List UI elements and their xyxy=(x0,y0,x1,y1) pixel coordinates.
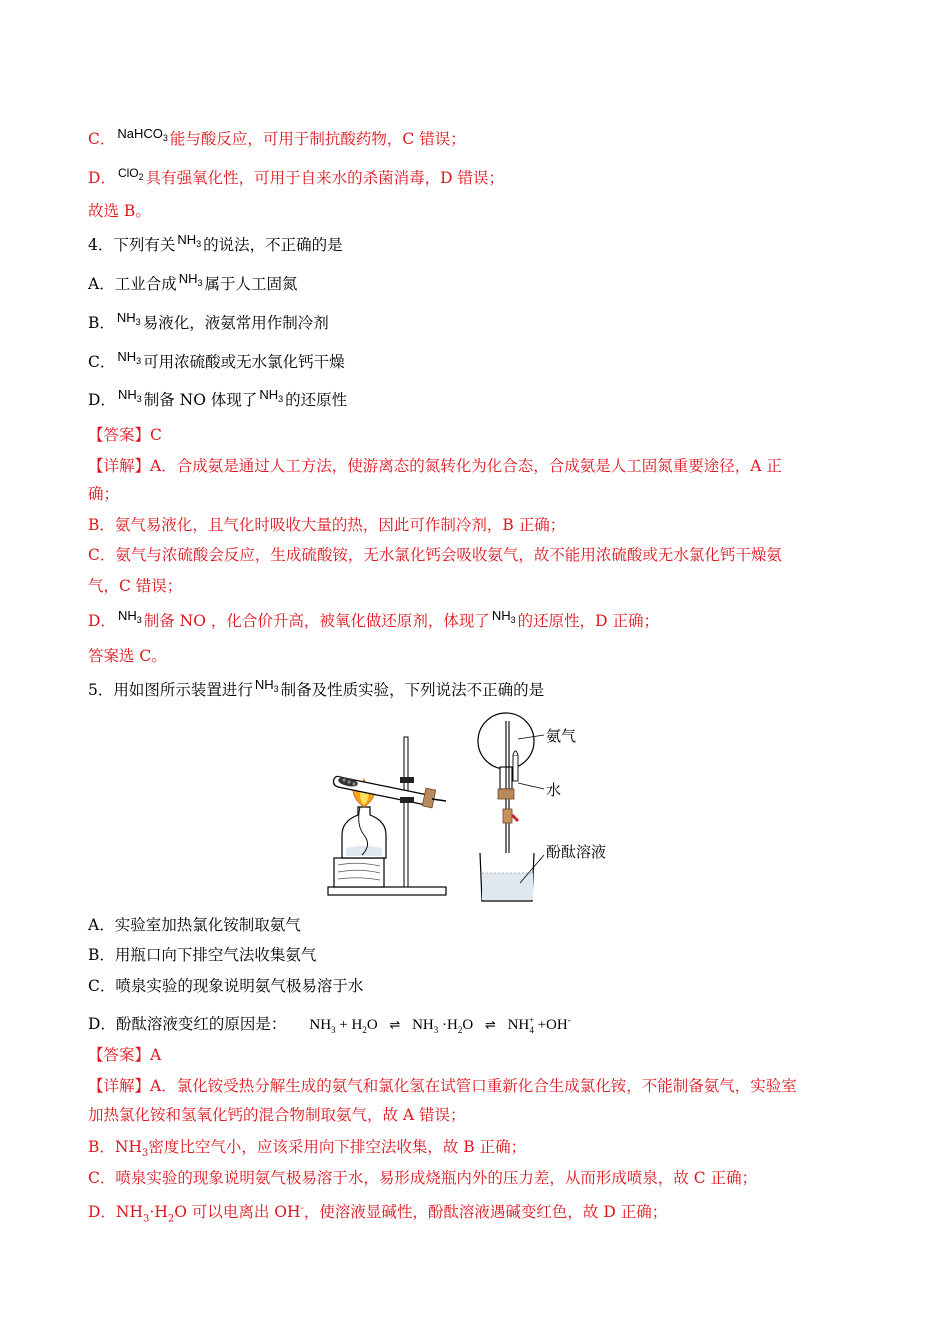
alcohol-lamp xyxy=(342,807,386,858)
answer-4: 【答案】C xyxy=(88,426,162,444)
detail-4-conclusion: 答案选 C。 xyxy=(88,647,167,665)
apparatus-figure xyxy=(320,705,640,905)
beaker xyxy=(480,853,534,901)
detail-5-a-cont: 加热氯化铵和氢氧化钙的混合物制取氨气，故 A 错误； xyxy=(88,1106,466,1124)
dropper xyxy=(513,751,518,781)
detail-4-a: 【详解】A．合成氨是通过人工方法，使游离态的氮转化为化合态，合成氨是人工固氮重要途径，A 正 xyxy=(88,457,782,475)
pinch-clip xyxy=(503,809,518,823)
detail-4-d: D． $^{NH_3}$ 制备 NO ，化合价升高，被氧化做还原剂，体现了 $^{NH_3}$ 的还原性，D 正确； xyxy=(88,608,660,630)
detail-4-b: B．氨气易液化，且气化时吸收大量的热，因此可作制冷剂，B 正确； xyxy=(88,516,566,534)
flask-stopper xyxy=(498,789,514,799)
clamp-top xyxy=(400,777,414,783)
q5-option-b: B．用瓶口向下排空气法收集氨气 xyxy=(88,946,317,964)
q4-option-d: D． $^{NH_3}$ 制备 NO 体现了 $^{NH_3}$ 的还原性 xyxy=(88,387,348,409)
q4-option-b: B． $^{NH_3}$ 易液化，液氨常用作制冷剂 xyxy=(88,310,329,332)
detail-5-c: C．喷泉实验的现象说明氨气极易溶于水，易形成烧瓶内外的压力差，从而形成喷泉，故 C 正确； xyxy=(88,1169,758,1187)
detail-5-d: D．$NH_3\cdot H_2O$ 可以电离出 OH-，使溶液显碱性，酚酞溶液遇碱变红色，故 D 正确； xyxy=(88,1203,668,1225)
q5-option-c: C．喷泉实验的现象说明氨气极易溶于水 xyxy=(88,977,364,995)
q4-option-a: A．工业合成 $^{NH_3}$ 属于人工固氮 xyxy=(88,271,298,293)
label-ammonia: 氨气 xyxy=(546,727,577,745)
q4-option-c: C． $^{NH_3}$ 可用浓硫酸或无水氯化钙干燥 xyxy=(88,349,345,371)
question-5: 5．用如图所示装置进行 $^{NH_3}$ 制备及性质实验，下列说法不正确的是 xyxy=(88,677,545,699)
q5-option-a: A．实验室加热氯化铵制取氨气 xyxy=(88,916,301,934)
stand-rod xyxy=(404,737,408,887)
answer-5: 【答案】A xyxy=(88,1046,162,1064)
answer-line-d: D． $^{ClO_2}$ 具有强氧化性，可用于自来水的杀菌消毒，D 错误； xyxy=(88,166,504,187)
stopper xyxy=(422,788,436,808)
answer-line-c: C． $^{NaHCO_3}$ 能与酸反应，可用于制抗酸药物，C 错误； xyxy=(88,126,466,148)
delivery-tube xyxy=(432,799,446,801)
detail-4-c-cont: 气，C 错误； xyxy=(88,577,183,595)
detail-5-b: B．$NH_3$密度比空气小，应该采用向下排空法收集，故 B 正确； xyxy=(88,1138,527,1160)
answer-conclusion: 故选 B。 xyxy=(88,202,151,220)
equilibrium-equation: $NH_3 + H_2O$ ⇌ $NH_3 \cdot H_2O$ ⇌ $NH^+_4 +OH^-$ xyxy=(309,1015,571,1035)
wooden-block xyxy=(334,858,384,887)
label-water: 水 xyxy=(546,781,562,799)
q5-option-d: D．酚酞溶液变红的原因是： $NH_3 + H_2O$ ⇌ $NH_3 \cdot H_2O$ ⇌ $NH^+_4 +OH^-$ xyxy=(88,1015,571,1035)
detail-5-a: 【详解】A．氯化铵受热分解生成的氨气和氯化氢在试管口重新化合生成氯化铵，不能制备氨气，实验室 xyxy=(88,1077,797,1095)
label-phenolphthalein: 酚酞溶液 xyxy=(546,843,607,861)
question-4: 4．下列有关 $^{NH_3}$ 的说法，不正确的是 xyxy=(88,232,343,254)
stand-base xyxy=(328,887,446,895)
detail-4-c: C．氨气与浓硫酸会反应，生成硫酸铵，无水氯化钙会吸收氨气，故不能用浓硫酸或无水氯化钙干燥氨 xyxy=(88,546,782,564)
detail-4-a-cont: 确； xyxy=(88,485,120,503)
clamp-bottom xyxy=(400,797,414,803)
